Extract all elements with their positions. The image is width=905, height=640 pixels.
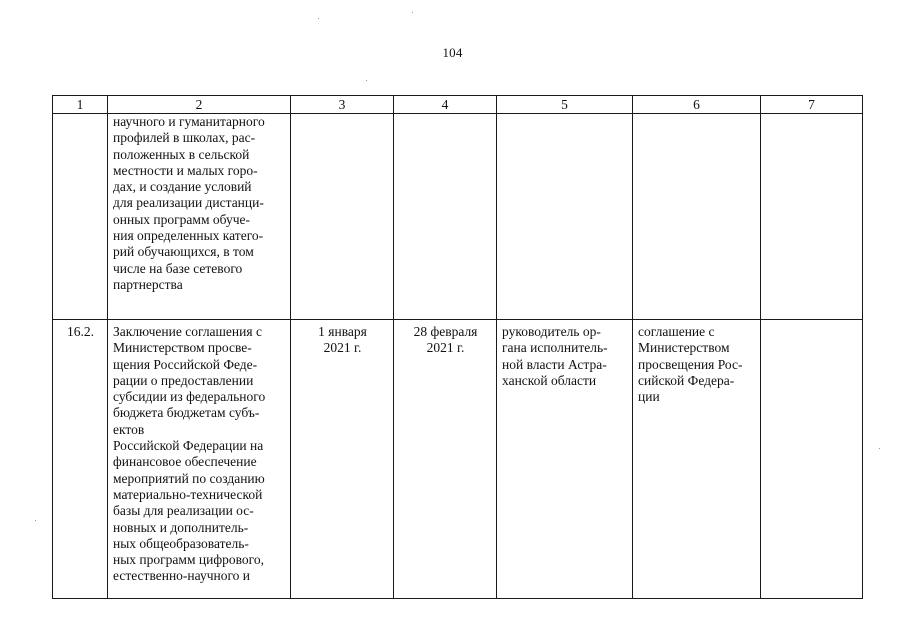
scan-speck xyxy=(366,80,367,81)
result-cell: соглашение с Министерством просвещения Рос- сийской Федера- ции xyxy=(633,320,761,599)
activities-table xyxy=(52,95,863,599)
table-row xyxy=(53,320,863,599)
row-number-cell: 16.2. xyxy=(53,320,108,599)
scan-speck xyxy=(318,18,319,19)
page-number: 104 xyxy=(442,45,463,60)
column-header: 7 xyxy=(761,96,863,114)
end-date-cell xyxy=(394,114,497,320)
start-date-cell xyxy=(291,114,394,320)
column-header: 6 xyxy=(633,96,761,114)
column-7-cell xyxy=(761,114,863,320)
start-date-cell: 1 января 2021 г. xyxy=(291,320,394,599)
activity-cell: научного и гуманитарного профилей в школах, рас- положенных в сельской местности и малых горо- дах, и создание условий для реализации дистанци- онных программ обуче- ния определенных катего- рий обучающихся, в том числе на базе сетевого партнерства xyxy=(108,114,291,320)
column-header: 2 xyxy=(108,96,291,114)
scan-speck xyxy=(35,520,36,521)
activity-cell: Заключение соглашения с Министерством просве- щения Российской Феде- рации о предоставлении субсидии из федерального бюджета бюджетам субъ- ектов Российской Федерации на финансовое обеспечение мероприятий по созданию материально-технической базы для реализации ос- новных и дополнитель- ных общеобразователь- ных программ цифрового, естественно-научного и xyxy=(108,320,291,599)
table-row xyxy=(53,114,863,320)
column-7-cell xyxy=(761,320,863,599)
scan-speck xyxy=(879,448,880,449)
responsible-cell: руководитель ор- гана исполнитель- ной власти Астра- ханской области xyxy=(497,320,633,599)
column-header: 4 xyxy=(394,96,497,114)
scan-speck xyxy=(412,12,413,13)
column-header: 5 xyxy=(497,96,633,114)
result-cell xyxy=(633,114,761,320)
column-header: 3 xyxy=(291,96,394,114)
column-header: 1 xyxy=(53,96,108,114)
responsible-cell xyxy=(497,114,633,320)
end-date-cell: 28 февраля 2021 г. xyxy=(394,320,497,599)
row-number-cell xyxy=(53,114,108,320)
table-header-row xyxy=(53,96,863,114)
